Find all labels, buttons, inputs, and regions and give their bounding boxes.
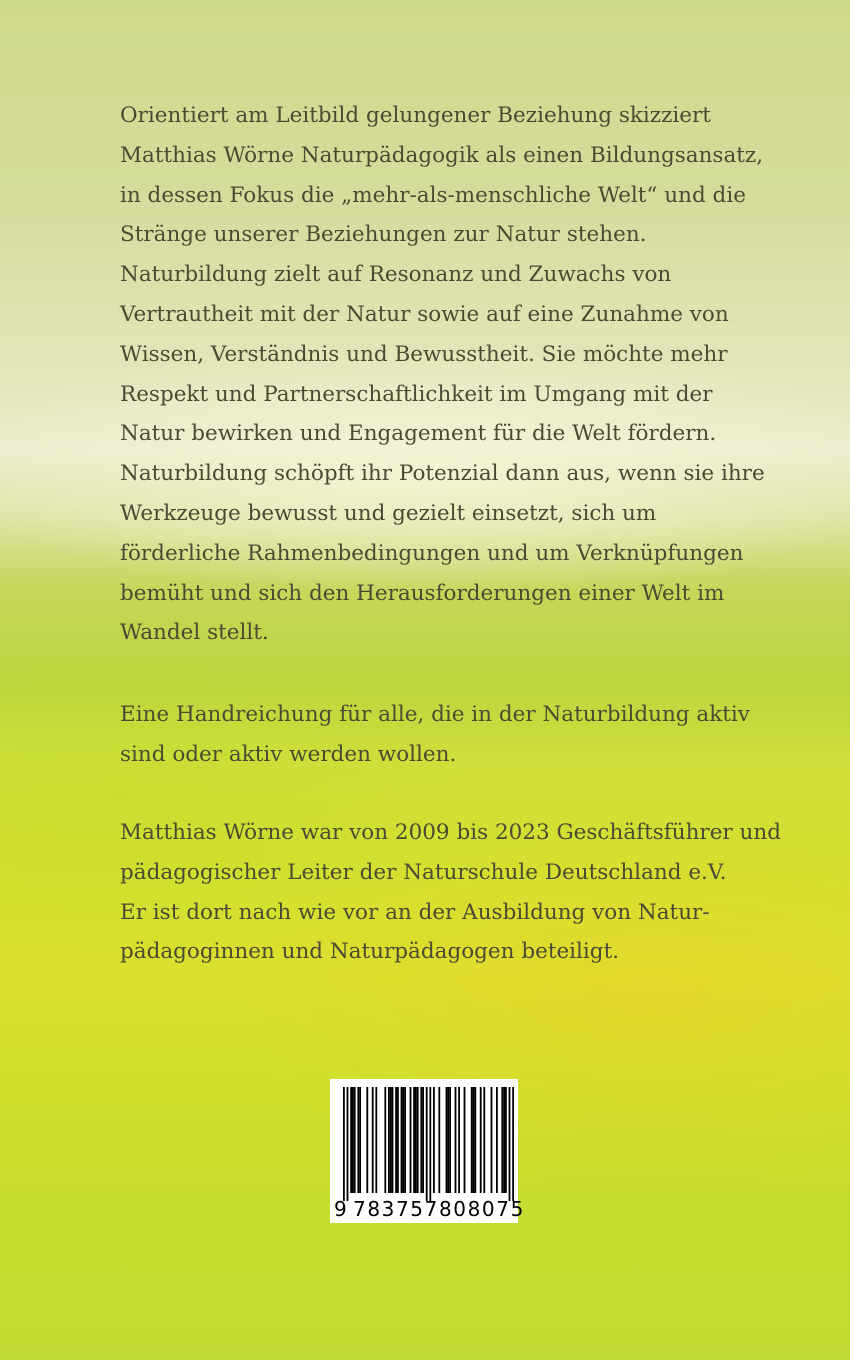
barcode-bar (404, 1087, 406, 1193)
barcode-bar (426, 1087, 428, 1201)
barcode-bar (384, 1087, 386, 1193)
author-bio-line: Matthias Wörne war von 2009 bis 2023 Geschäftsführer und (120, 820, 781, 845)
blurb-line: Natur bewirken und Engagement für die Welt fördern. (120, 421, 717, 447)
author-bio-line: pädagoginnen und Naturpädagogen beteiligt. (120, 939, 620, 965)
barcode-bar (483, 1087, 485, 1193)
blurb-line: Wandel stellt. (120, 620, 269, 646)
barcode-bar (388, 1087, 390, 1193)
tagline-paragraph (120, 695, 760, 775)
barcode-bar (512, 1087, 514, 1201)
barcode-bar (438, 1087, 440, 1193)
author-bio-line: Er ist dort nach wie vor an der Ausbildung von Natur- (120, 899, 710, 925)
blurb-line: förderliche Rahmenbedingungen und um Verknüpfungen (120, 540, 744, 566)
barcode-bar (480, 1087, 482, 1193)
barcode-bar (471, 1087, 473, 1193)
barcode-bar (417, 1087, 419, 1193)
barcode-bar (359, 1087, 361, 1193)
tagline-line: sind oder aktiv werden wollen. (120, 741, 457, 767)
blurb-line: Orientiert am Leitbild gelungener Beziehung skizziert (120, 103, 711, 128)
barcode-bar (392, 1087, 394, 1193)
blurb-paragraph (120, 96, 765, 653)
barcode-bar (473, 1087, 475, 1193)
barcode-bar (390, 1087, 392, 1193)
blurb-line: Stränge unserer Beziehungen zur Natur stehen. (120, 222, 647, 248)
barcode-bar (343, 1087, 345, 1201)
blurb-line: in dessen Fokus die „mehr-als-menschliche Welt“ und die (120, 182, 746, 208)
barcode-bar (357, 1087, 359, 1193)
barcode-bar (449, 1087, 451, 1193)
barcode-bar (496, 1087, 498, 1193)
isbn-barcode (330, 1079, 525, 1223)
barcode-bar (501, 1087, 503, 1193)
barcode-bar (415, 1087, 417, 1193)
blurb-line: Naturbildung schöpft ihr Potenzial dann aus, wenn sie ihre (120, 461, 765, 487)
barcode-bar (354, 1087, 356, 1193)
barcode-bar (413, 1087, 415, 1193)
blurb-line: Vertrautheit mit der Natur sowie auf eine Zunahme von (120, 301, 729, 327)
barcode-bar (410, 1087, 412, 1193)
barcode-bar (422, 1087, 424, 1193)
barcode-bar (447, 1087, 449, 1193)
blurb-line: Werkzeuge bewusst und gezielt einsetzt, sich um (120, 500, 657, 526)
barcode-lead-digit: 9 (334, 1197, 349, 1221)
barcode-bar (395, 1087, 397, 1193)
barcode-bar (505, 1087, 507, 1193)
barcode-bar (347, 1087, 349, 1201)
barcode-digits: 783757808075 (353, 1197, 525, 1221)
barcode-bar (397, 1087, 399, 1193)
author-bio-paragraph (120, 813, 781, 972)
blurb-line: Respekt und Partnerschaftlichkeit im Umgang mit der (120, 381, 713, 407)
barcode-bar (446, 1087, 448, 1193)
barcode-bar (503, 1087, 505, 1193)
barcode-bar (455, 1087, 457, 1193)
author-bio-line: pädagogischer Leiter der Naturschule Deutschland e.V. (120, 859, 727, 885)
barcode-bar (372, 1087, 374, 1193)
barcode-bar (474, 1087, 476, 1193)
barcode-bar (458, 1087, 460, 1193)
blurb-line: Matthias Wörne Naturpädagogik als einen Bildungsansatz, (120, 142, 764, 168)
tagline-line: Eine Handreichung für alle, die in der Naturbildung aktiv (120, 702, 750, 727)
barcode-bar (375, 1087, 377, 1193)
barcode-bar (420, 1087, 422, 1193)
barcode-number (330, 1196, 525, 1222)
barcode-bar (464, 1087, 466, 1193)
barcode-bar (350, 1087, 352, 1193)
barcode-bar (401, 1087, 403, 1193)
blurb-line: Wissen, Verständnis und Bewusstheit. Sie möchte mehr (120, 341, 728, 367)
barcode-bar (366, 1087, 368, 1193)
barcode-bar (352, 1087, 354, 1193)
blurb-line: Naturbildung zielt auf Resonanz und Zuwachs von (120, 262, 672, 288)
blurb-line: bemüht und sich den Herausforderungen einer Welt im (120, 580, 725, 606)
barcode-bar (429, 1087, 431, 1201)
barcode-bar (433, 1087, 435, 1193)
barcode-bar (402, 1087, 404, 1193)
barcode-bar (491, 1087, 493, 1193)
barcode-bar (509, 1087, 511, 1201)
